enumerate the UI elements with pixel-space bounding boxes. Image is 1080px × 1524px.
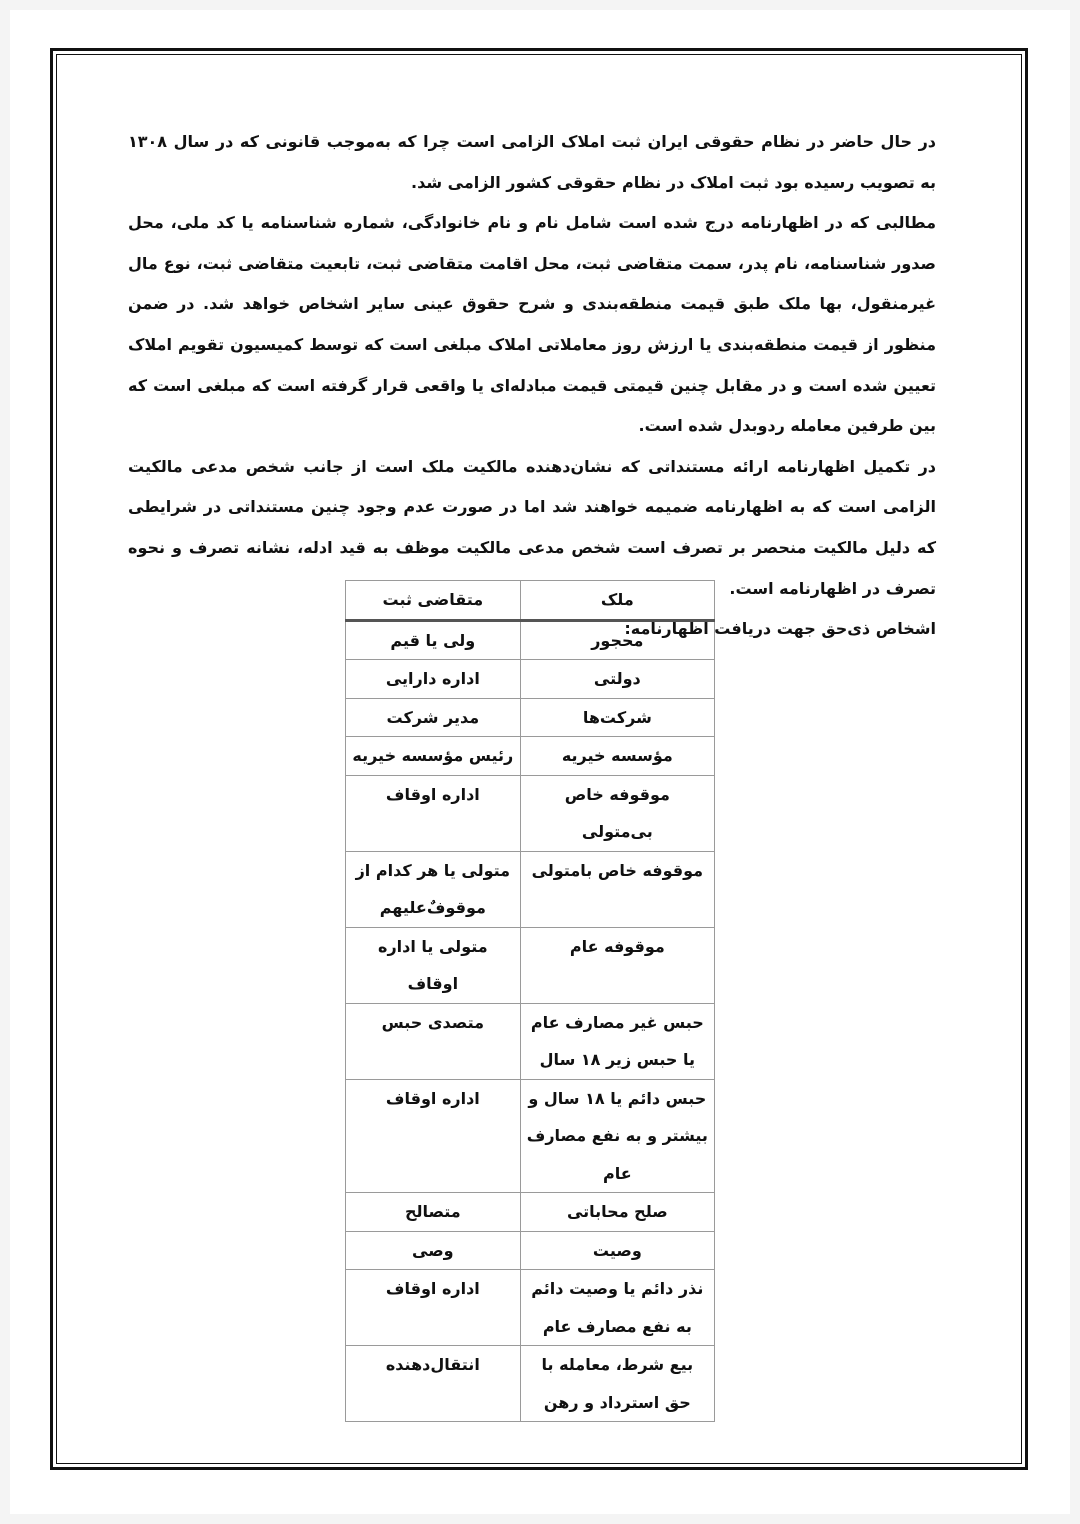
cell-applicant: وصی	[346, 1231, 521, 1270]
body-text	[128, 122, 936, 650]
table-row	[346, 1079, 715, 1193]
cell-applicant: متصدی حبس	[346, 1003, 521, 1079]
cell-property: نذر دائم یا وصیت دائم به نفع مصارف عام	[520, 1270, 714, 1346]
cell-property: حبس غیر مصارف عام یا حبس زیر ۱۸ سال	[520, 1003, 714, 1079]
paragraph-table-intro: اشخاص ذی‌حق جهت دریافت اظهارنامه:	[624, 619, 936, 639]
table-row	[346, 737, 715, 776]
table-row	[346, 698, 715, 737]
table-row	[346, 775, 715, 851]
cell-applicant: رئیس مؤسسه خیریه	[346, 737, 521, 776]
cell-property: موقوفه عام	[520, 927, 714, 1003]
cell-property: دولتی	[520, 660, 714, 699]
table-row	[346, 851, 715, 927]
cell-property: موقوفه خاص بی‌متولی	[520, 775, 714, 851]
cell-applicant: انتقال‌دهنده	[346, 1346, 521, 1422]
table-row	[346, 927, 715, 1003]
cell-property: موقوفه خاص بامتولی	[520, 851, 714, 927]
table-row	[346, 620, 715, 660]
header-property: ملک	[520, 581, 714, 621]
cell-applicant: اداره اوقاف	[346, 775, 521, 851]
table-row	[346, 660, 715, 699]
cell-property: شرکت‌ها	[520, 698, 714, 737]
table-header-row	[346, 581, 715, 621]
paragraph-declaration-contents: مطالبی که در اظهارنامه درج شده است شامل نام و نام خانوادگی، شماره شناسنامه یا کد ملی، محل صدور شناسنامه، نام پدر، سمت متقاضی ثبت، محل اقامت متقاضی ثبت، تابعیت متقاضی ثبت، نوع مال غیرمنقول، بها ملک طبق قیمت منطقه‌بندی و شرح حقوق عینی سایر اشخاص خواهد شد. در ضمن منظور از قیمت منطقه‌بندی یا ارزش روز معاملاتی املاک مبلغی است که توسط کمیسیون تقویم املاک تعیین شده است و در مقابل چنین قیمتی قیمت مبادله‌ای یا واقعی قرار گرفته است که مبلغی است که بین طرفین معامله ردوبدل شده است.	[128, 213, 936, 436]
entitled-persons-table	[345, 580, 715, 1422]
table-row	[346, 1346, 715, 1422]
cell-applicant: اداره اوقاف	[346, 1079, 521, 1193]
cell-applicant: متصالح	[346, 1193, 521, 1232]
cell-property: بیع شرط، معامله با حق استرداد و رهن	[520, 1346, 714, 1422]
cell-property: صلح محاباتی	[520, 1193, 714, 1232]
cell-applicant: متولی یا هر کدام از موقوفٌ‌علیهم	[346, 851, 521, 927]
table-row	[346, 1003, 715, 1079]
cell-applicant: اداره دارایی	[346, 660, 521, 699]
table-row	[346, 1231, 715, 1270]
table-row	[346, 1193, 715, 1232]
cell-applicant: مدیر شرکت	[346, 698, 521, 737]
cell-applicant: متولی یا اداره اوقاف	[346, 927, 521, 1003]
header-applicant: متقاضی ثبت	[346, 581, 521, 621]
cell-applicant: ولی یا قیم	[346, 620, 521, 660]
paragraph-registration-mandatory: در حال حاضر در نظام حقوقی ایران ثبت املاک الزامی است چرا که به‌موجب قانونی که در سال ۱۳۰۸ به تصویب رسیده بود ثبت املاک در نظام حقوقی کشور الزامی شد.	[128, 132, 936, 192]
cell-property: وصیت	[520, 1231, 714, 1270]
cell-property: مؤسسه خیریه	[520, 737, 714, 776]
cell-applicant: اداره اوقاف	[346, 1270, 521, 1346]
cell-property: محجور	[520, 620, 714, 660]
table-row	[346, 1270, 715, 1346]
paragraph-ownership-documents: در تکمیل اظهارنامه ارائه مستنداتی که نشان‌دهنده مالکیت ملک است از جانب شخص مدعی مالکیت الزامی است که به اظهارنامه ضمیمه خواهند شد اما در صورت عدم وجود چنین مستنداتی در شرایطی که دلیل مالکیت منحصر بر تصرف است شخص مدعی مالکیت موظف به قید ادله، نشانه تصرف و نحوه تصرف در اظهارنامه است.	[128, 456, 936, 598]
cell-property: حبس دائم یا ۱۸ سال و بیشتر و به نفع مصارف عام	[520, 1079, 714, 1193]
